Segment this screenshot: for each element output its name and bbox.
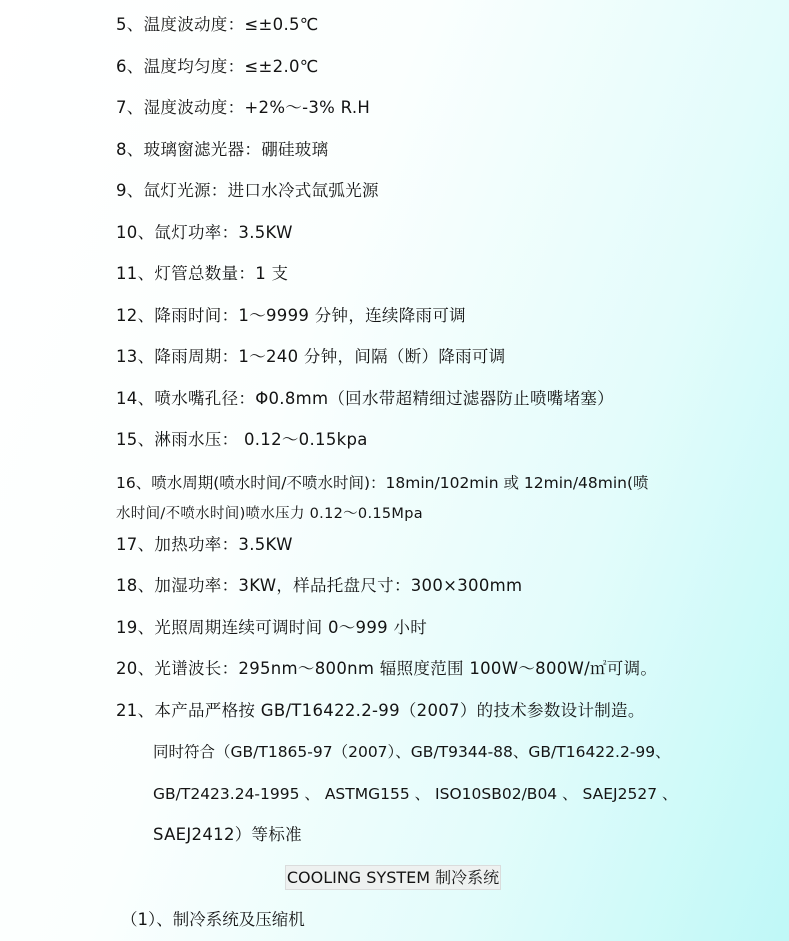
spec-item-6: 6、温度均匀度：≤±2.0℃ bbox=[116, 57, 319, 76]
spec-item-7: 7、湿度波动度：+2%～-3% R.H bbox=[116, 98, 371, 117]
spec-item-20: 20、光谱波长：295nm～800nm 辐照度范围 100W～800W/㎡可调。 bbox=[116, 659, 658, 678]
spec-item-21: 21、本产品严格按 GB/T16422.2-99（2007）的技术参数设计制造。 bbox=[116, 701, 645, 720]
standards-line-1: 同时符合（GB/T1865-97（2007）、GB/T9344-88、GB/T16422.2-99、 bbox=[153, 743, 671, 761]
spec-item-13: 13、降雨周期：1～240 分钟，间隔（断）降雨可调 bbox=[116, 347, 506, 366]
spec-item-9: 9、氙灯光源：进口水冷式氙弧光源 bbox=[116, 181, 379, 200]
spec-item-19: 19、光照周期连续可调时间 0～999 小时 bbox=[116, 618, 428, 637]
subsection-title: （1）、制冷系统及压缩机 bbox=[121, 910, 305, 929]
section-heading: COOLING SYSTEM 制冷系统 bbox=[285, 865, 501, 890]
spec-item-12: 12、降雨时间：1～9999 分钟，连续降雨可调 bbox=[116, 306, 466, 325]
spec-item-11: 11、灯管总数量：1 支 bbox=[116, 264, 289, 283]
spec-item-5: 5、温度波动度：≤±0.5℃ bbox=[116, 15, 319, 34]
standards-line-3: SAEJ2412）等标准 bbox=[153, 825, 302, 844]
spec-item-14: 14、喷水嘴孔径：Φ0.8mm（回水带超精细过滤器防止喷嘴堵塞） bbox=[116, 389, 614, 408]
spec-item-10: 10、氙灯功率：3.5KW bbox=[116, 223, 293, 242]
spec-item-16: 16、喷水周期(喷水时间/不喷水时间)：18min/102min 或 12min/48min(喷 bbox=[116, 474, 649, 492]
spec-item-17: 17、加热功率：3.5KW bbox=[116, 535, 293, 554]
spec-item-16-continued: 水时间/不喷水时间)喷水压力 0.12～0.15Mpa bbox=[116, 506, 423, 522]
standards-line-2: GB/T2423.24-1995 、 ASTMG155 、 ISO10SB02/B04 、 SAEJ2527 、 bbox=[153, 785, 678, 803]
spec-item-8: 8、玻璃窗滤光器：硼硅玻璃 bbox=[116, 140, 329, 159]
spec-item-15: 15、淋雨水压： 0.12～0.15kpa bbox=[116, 430, 368, 449]
spec-item-18: 18、加湿功率：3KW，样品托盘尺寸：300×300mm bbox=[116, 576, 523, 595]
